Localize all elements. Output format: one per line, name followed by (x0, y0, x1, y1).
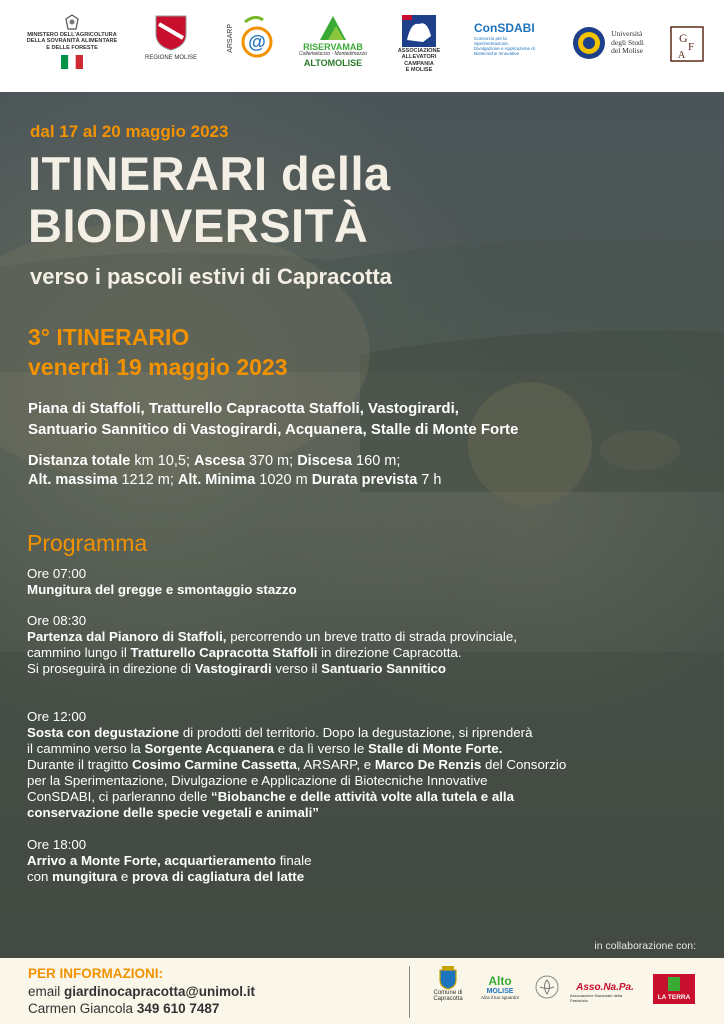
contact-line: Carmen Giancola 349 610 7487 (28, 1001, 220, 1016)
logo-header (0, 0, 724, 92)
regione-molise-logo: REGIONE MOLISE (144, 14, 198, 62)
schedule-item-0700: Ore 07:00 Mungitura del gregge e smontaggio stazzo (27, 566, 297, 597)
route-description: Piana di Staffoli, Tratturello Capracotta Staffoli, Vastogirardi, Santuario Sannitico di Vastogirardi, Acquanera, Stalle di Monte Forte (28, 400, 519, 438)
assonapa-logo: Asso.Na.Pa. Associazione Nazionale della Pastorizia (570, 982, 634, 1003)
shield-icon (154, 14, 188, 52)
gfa-icon (670, 26, 704, 62)
phone-number[interactable]: 349 610 7487 (136, 1001, 220, 1016)
unimol-logo: Università degli Studi del Molise (566, 26, 650, 60)
emblem-icon (64, 14, 80, 32)
italian-flag-icon (61, 55, 83, 69)
poster-body (0, 92, 724, 958)
arsarp-logo: ARSARP @ (224, 14, 278, 62)
svg-text:G: G (679, 31, 688, 45)
event-dates: dal 17 al 20 maggio 2023 (30, 122, 229, 141)
mountain-icon (318, 14, 348, 42)
svg-text:@: @ (247, 32, 266, 52)
itinerary-number: 3° ITINERARIO (28, 324, 190, 350)
email-link[interactable]: giardinocapracotta@unimol.it (64, 984, 255, 999)
subtitle: verso i pascoli estivi di Capracotta (30, 264, 392, 289)
collaboration-label: in collaborazione con: (594, 940, 696, 952)
university-seal-icon (572, 26, 606, 60)
route-stats: Distanza totale km 10,5; Ascesa 370 m; Discesa 160 m; Alt. massima 1212 m; Alt. Minima 1020 m Durata prevista 7 h (28, 453, 442, 488)
svg-text:F: F (688, 41, 695, 53)
consdabi-logo: ConSDABI Consorzio per la Sperimentazione, Divulgazione e Applicazione di Biotecniche Innovative (474, 21, 535, 57)
schedule-item-1200: Ore 12:00 Sosta con degustazione di prodotti del territorio. Dopo la degustazione, si riprenderà il cammino verso la Sorgente Acquanera e da lì verso le Stalle di Monte Forte. Durante il tragitto Cosimo Carmine Cassetta, ARSARP, e Marco De Renzis del Consorzio per la Sperimentazione, Divulgazione e Applicazione di Biotecniche Innovative ConSDABI, ci parleranno delle “Biobanche e delle attività volte alla tutela e alla conservazione delle specie vegetali e animali” (27, 709, 567, 820)
town-crest-icon (438, 966, 458, 990)
cow-map-icon (401, 14, 437, 48)
info-footer (0, 958, 724, 1024)
arsarp-at-icon (239, 14, 275, 62)
svg-text:A: A (678, 50, 686, 61)
schedule-item-1800: Ore 18:00 Arrivo a Monte Forte, acquartieramento finale con mungitura e prova di cagliatura del latte (27, 837, 312, 884)
associazione-allevatori-logo: ASSOCIAZIONE ALLEVATORI CAMPANIA E MOLISE (390, 14, 448, 74)
info-heading: PER INFORMAZIONI: (28, 966, 163, 981)
ministero-logo: MINISTERO DELL'AGRICOLTURA DELLA SOVRANITÀ ALIMENTARE E DELLE FORESTE (18, 14, 126, 69)
orchid-logo (532, 974, 562, 1004)
programma-heading: Programma (27, 530, 148, 556)
la-terra-logo: LA TERRA (652, 974, 696, 1004)
riserva-mab-logo: RISERVAMAB Collemeluccio · Montedimezzo ALTOMOLISE (296, 14, 370, 68)
title-line-2: BIODIVERSITÀ (28, 199, 369, 252)
email-line: email giardinocapracotta@unimol.it (28, 984, 255, 999)
footer-divider (409, 966, 410, 1018)
comune-capracotta-logo: Comune di Capracotta (430, 966, 466, 1002)
alto-molise-logo: Alto MOLISE Alza il tuo sguardo! (480, 974, 520, 1000)
itinerary-date: venerdì 19 maggio 2023 (28, 354, 288, 380)
gfa-logo (668, 26, 706, 62)
orchid-icon (534, 974, 560, 1004)
schedule-item-0830: Ore 08:30 Partenza dal Pianoro di Staffoli, percorrendo un breve tratto di strada provinciale, cammino lungo il Tratturello Capracotta Staffoli in direzione Capracotta. Si proseguirà in direzione di Vastogirardi verso il Santuario Sannitico (27, 613, 517, 676)
title-line-1: ITINERARI della (28, 147, 391, 200)
